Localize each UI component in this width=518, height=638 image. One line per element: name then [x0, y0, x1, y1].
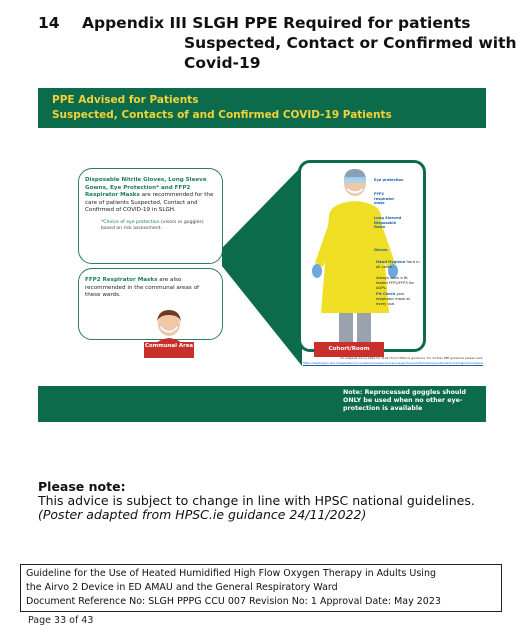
- ffp2-highlight: FFP2 Respirator Masks: [85, 277, 158, 283]
- eye-note-text: (visors or goggles) based on risk assessment.: [101, 219, 204, 231]
- heading-line-2: Suspected, Contact or Confirmed with: [184, 34, 517, 52]
- ppe-advice-box: [78, 168, 223, 264]
- page-number: Page 33 of 43: [28, 615, 94, 626]
- please-note-body: This advice is subject to change in line with HPSC national guidelines.: [38, 493, 475, 508]
- section-number: 14: [38, 14, 60, 32]
- banner-title: PPE Advised for Patients: [52, 94, 199, 106]
- poster-banner: [38, 88, 486, 128]
- hand-hygiene-key: Hand Hygiene: [376, 260, 406, 264]
- citation-link[interactable]: https://www.hpsc.ie/a-z/respiratory/coronavirus/novelcoronavirus/guidance/infectionpreventionandcontrolguidance/ppe/: [302, 361, 483, 365]
- ffp2-mask-label: FFP2 respirator mask: [374, 192, 395, 206]
- fit-check-note: [376, 292, 420, 306]
- cohort-room-label: Cohort/Room: [314, 342, 384, 357]
- doc-title-line-2: the Airvo 2 Device in ED AMAU and the General Respiratory Ward: [26, 582, 338, 593]
- please-note-source: (Poster adapted from HPSC.ie guidance 24/11/2022): [38, 507, 367, 522]
- ppe-items-highlight: Disposable Nitrile Gloves, Long Sleeve Gowns, Eye Protection* and FFP2 Respirator Masks: [85, 177, 207, 199]
- document-reference-box: [20, 564, 502, 612]
- cohort-room-panel: [298, 160, 426, 352]
- communal-advice-text: are also recommended in the communal areas of these wards.: [85, 277, 199, 299]
- hand-hygiene-note: [376, 260, 420, 270]
- doc-reference-line: Document Reference No: SLGH PPPG CCU 007 Revision No: 1 Approval Date: May 2023: [26, 596, 441, 607]
- doc-title-line-1: Guideline for the Use of Heated Humidified High Flow Oxygen Therapy in Adults Using: [26, 568, 436, 579]
- focus-cone: [222, 166, 302, 366]
- citation-text: V3 Adapted 24.11.2022 for SLGH from HPSC.ie guidance. For further PPE guidance please visit:: [339, 356, 483, 360]
- communal-area-label: Communal Area: [144, 342, 194, 358]
- heading-line-3: Covid-19: [184, 54, 261, 72]
- fit-check-text: your respirator mask at every use.: [376, 292, 410, 306]
- eye-protection-label: Eye protection: [374, 178, 404, 182]
- fit-tested-note: Always wear a fit tested FFP2/FFP3 for AGPs.: [376, 276, 414, 290]
- hand-hygiene-text: front in all cases.: [376, 260, 420, 269]
- eye-protection-note: [85, 220, 216, 232]
- gloves-label: Gloves: [374, 248, 388, 252]
- please-note-heading: Please note:: [38, 479, 126, 494]
- eye-note-label: *Choice of eye protection: [101, 219, 160, 225]
- ppe-poster: [38, 88, 486, 424]
- poster-citation: [198, 356, 483, 366]
- gown-label: Long Sleeved Disposable Gown: [374, 216, 402, 230]
- ppe-advice-text: are recommended for the care of patients Suspected, Contact and Confirmed of COVID-19 in SLGH.: [85, 192, 214, 214]
- banner-subtitle: Suspected, Contacts of and Confirmed COVID-19 Patients: [52, 109, 392, 121]
- please-note-section: [38, 480, 488, 522]
- heading-line-1: Appendix III SLGH PPE Required for patients: [82, 14, 471, 32]
- ppe-figure-illustration: [301, 163, 423, 349]
- goggles-footnote: Note: Reprocessed goggles should ONLY be used when no other eye-protection is available: [343, 389, 467, 412]
- fit-check-key: Fit Check: [376, 292, 396, 296]
